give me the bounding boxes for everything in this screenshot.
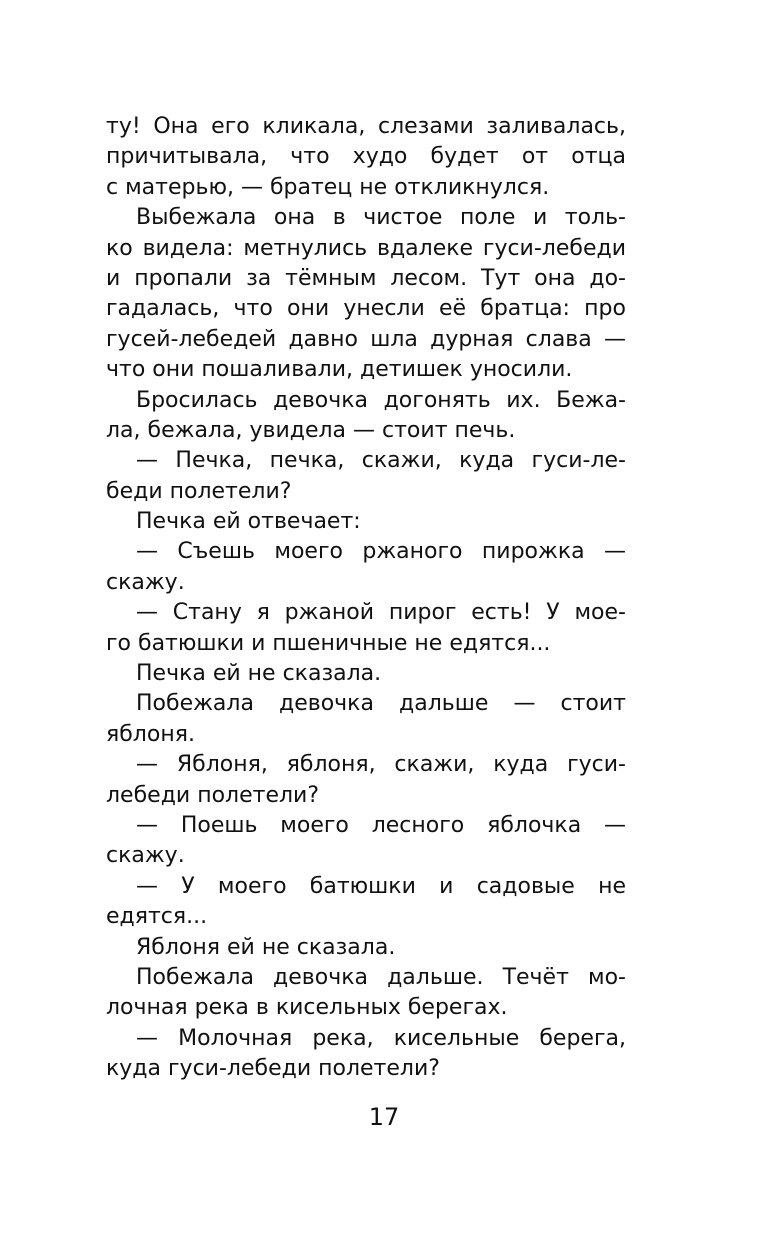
text-line: скажу. — [106, 569, 185, 595]
text-line: — У моего батюшки и садовые не — [136, 873, 626, 899]
text-line: что они пошаливали, детишек уносили. — [106, 357, 573, 383]
text-line: беди полетели? — [106, 478, 292, 504]
text-line: — Молочная река, кисельные берега, — [136, 1025, 626, 1051]
text-line: и пропали за тёмным лесом. Тут она до- — [106, 265, 626, 291]
text-line: с матерью, — братец не откликнулся. — [106, 174, 550, 200]
text-line: — Печка, печка, скажи, куда гуси-ле- — [136, 448, 626, 474]
text-line: — Поешь моего лесного яблочка — — [136, 812, 626, 838]
text-line: Выбежала она в чистое поле и толь- — [136, 205, 626, 231]
text-line: Печка ей отвечает: — [136, 509, 361, 535]
text-line: причитывала, что худо будет от отца — [106, 144, 626, 170]
text-line: куда гуси-лебеди полетели? — [106, 1056, 440, 1082]
text-line: лебеди полетели? — [106, 782, 320, 808]
text-line: скажу. — [106, 843, 185, 869]
text-line: яблоня. — [106, 721, 195, 747]
text-line: гадалась, что они унесли её братца: про — [106, 296, 626, 322]
text-line: Побежала девочка дальше — стоит — [136, 691, 626, 717]
text-line: Яблоня ей не сказала. — [136, 934, 396, 960]
body-text — [106, 112, 626, 1085]
text-line: едятся... — [106, 904, 208, 930]
text-line: Бросилась девочка догонять их. Бежа- — [136, 387, 626, 413]
text-line: го батюшки и пшеничные не едятся... — [106, 630, 551, 656]
text-line: лочная река в кисельных берегах. — [106, 995, 508, 1021]
text-line: — Стану я ржаной пирог есть! У мое- — [136, 600, 626, 626]
text-line: ко видела: метнулись вдалеке гуси-лебеди — [106, 235, 626, 261]
text-line: ла, бежала, увидела — стоит печь. — [106, 417, 516, 443]
text-line: гусей-лебедей давно шла дурная слава — — [106, 326, 626, 352]
text-line: — Яблоня, яблоня, скажи, куда гуси- — [136, 752, 626, 778]
page-number: 17 — [368, 1103, 400, 1131]
text-line: Печка ей не сказала. — [136, 661, 382, 687]
text-line: — Съешь моего ржаного пирожка — — [136, 539, 626, 565]
text-line: ту! Она его кликала, слезами заливалась, — [106, 114, 626, 139]
text-line: Побежала девочка дальше. Течёт мо- — [136, 964, 626, 990]
